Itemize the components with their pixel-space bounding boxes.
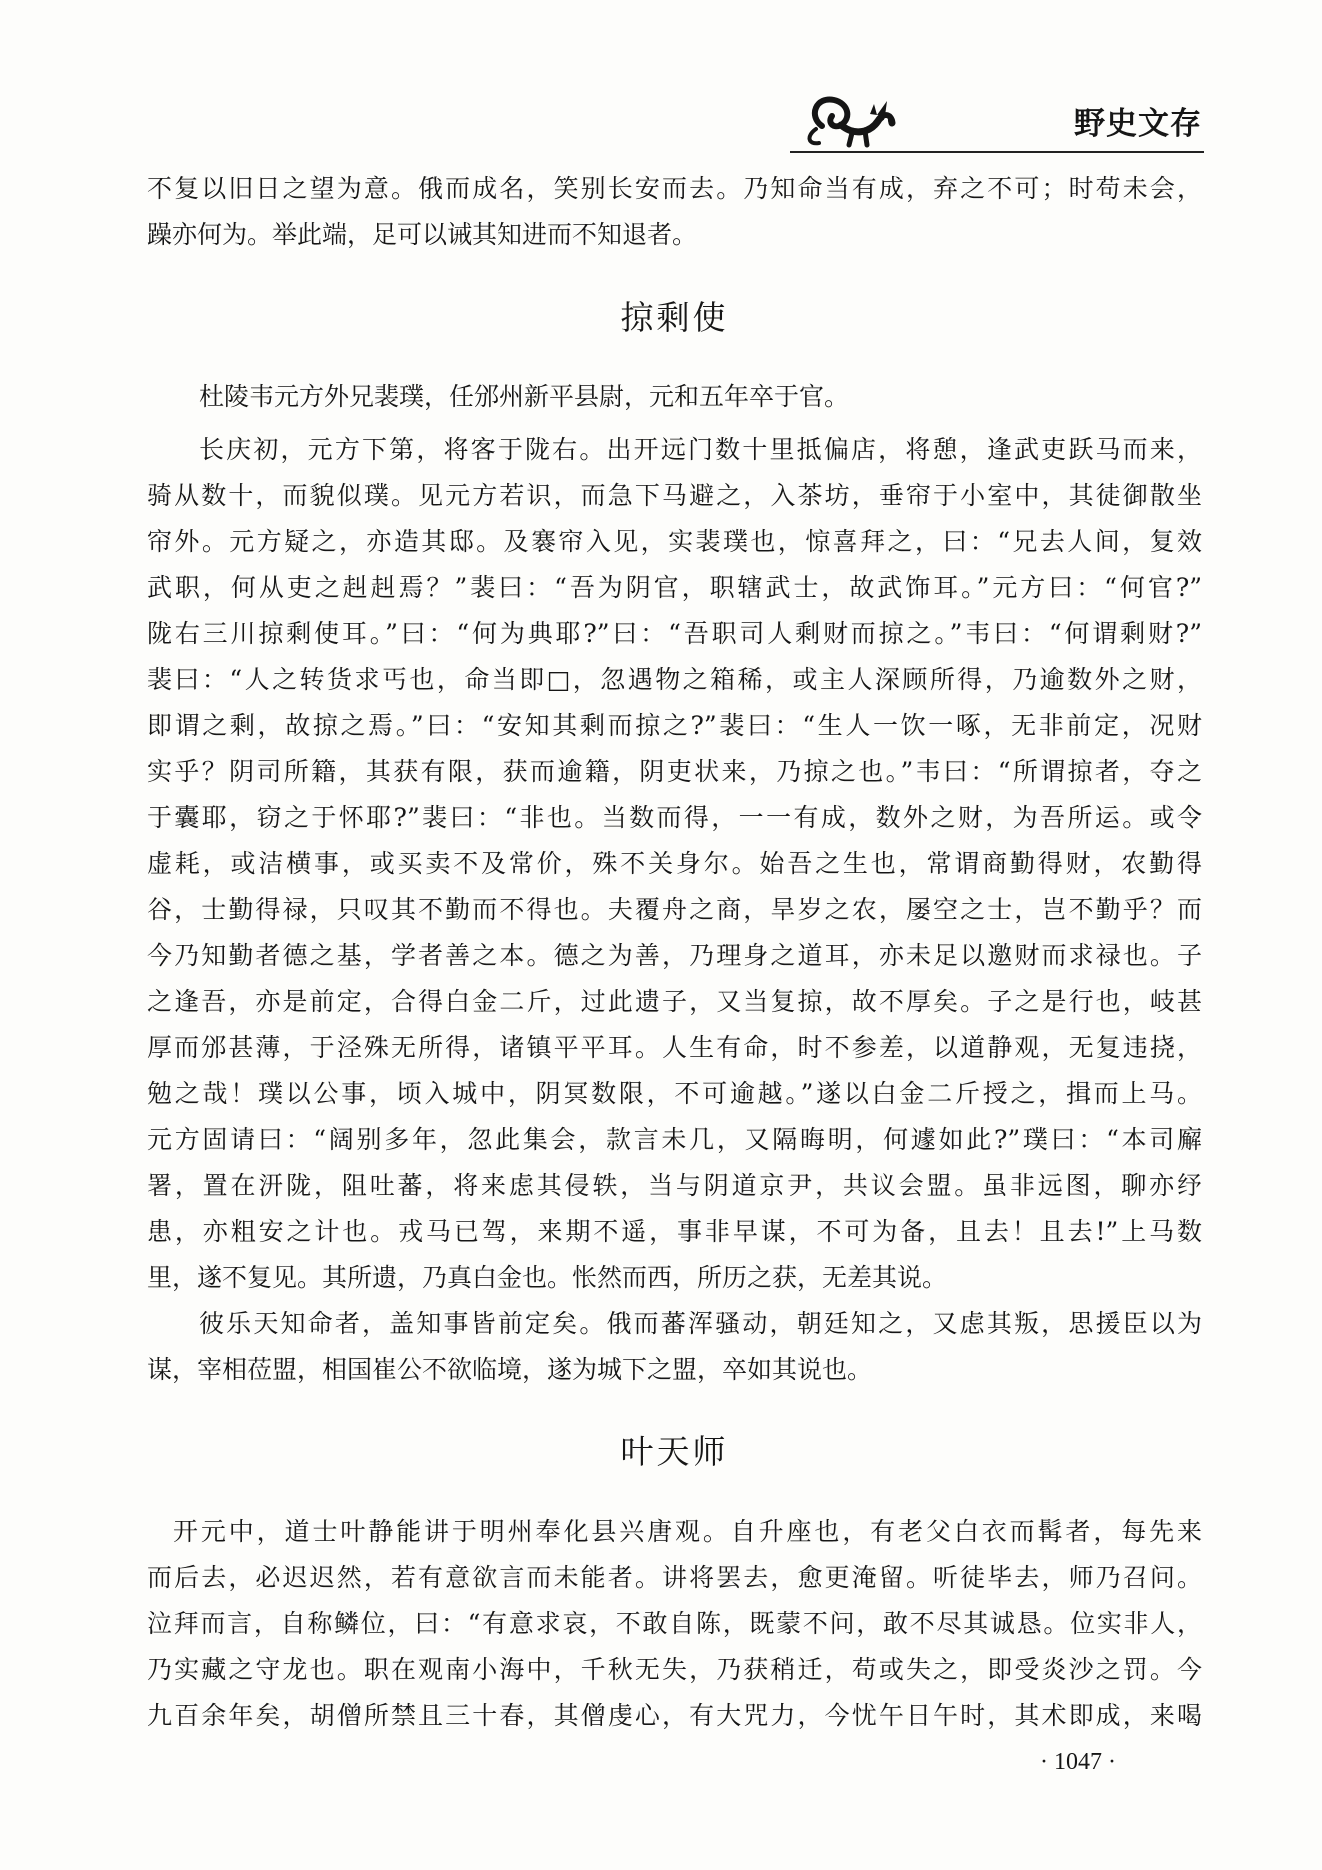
text-line: 元方固请曰：“阔别多年，忽此集会，款言未几，又隔晦明，何遽如此?”璞曰：“本司廨	[147, 1125, 1202, 1154]
text-line: 于囊耶，窃之于怀耶?”裴曰：“非也。当数而得，一一有成，数外之财，为吾所运。或令	[147, 803, 1202, 832]
text-line: 谋，宰相莅盟，相国崔公不欲临境，遂为城下之盟，卒如其说也。	[147, 1355, 873, 1384]
text-line: 杜陵韦元方外兄裴璞，任邠州新平县尉，元和五年卒于官。	[199, 382, 850, 411]
text-line: 署，置在汧陇，阻吐蕃，将来虑其侵轶，当与阴道京尹，共议会盟。虽非远图，聊亦纾	[147, 1171, 1202, 1200]
story-title: 叶天师	[620, 1432, 729, 1471]
text-line: 今乃知勤者德之基，学者善之本。德之为善，乃理身之道耳，亦未足以邀财而求禄也。子	[147, 941, 1202, 970]
header-rule	[790, 151, 1204, 153]
text-line: 躁亦何为。举此端，足可以诫其知进而不知退者。	[147, 220, 698, 249]
continuation-paragraph	[147, 166, 1202, 258]
text-line: 长庆初，元方下第，将客于陇右。出开远门数十里抵偏店，将憩，逢武吏跃马而来，	[199, 435, 1202, 464]
text-line: 不复以旧日之望为意。俄而成名，笑别长安而去。乃知命当有成，弃之不可；时苟未会，	[147, 174, 1202, 203]
story-title: 掠剩使	[620, 298, 729, 337]
text-line: 武职，何从吏之赳赳焉？”裴曰：“吾为阴官，职辖武士，故武饰耳。”元方曰：“何官?”	[147, 573, 1202, 602]
page-number: · 1047 ·	[1040, 1749, 1116, 1775]
text-line: 患，亦粗安之计也。戎马已驾，来期不遥，事非早谋，不可为备，且去！且去!”上马数	[147, 1217, 1202, 1246]
text-line: 之逢吾，亦是前定，合得白金二斤，过此遗子，又当复掠，故不厚矣。子之是行也，岐甚	[147, 987, 1202, 1016]
text-line: 开元中，道士叶静能讲于明州奉化县兴唐观。自升座也，有老父白衣而髯者，每先来	[173, 1517, 1202, 1546]
dragon-emblem-icon	[800, 84, 896, 150]
text-line: 实乎？阴司所籍，其获有限，获而逾籍，阴吏状来，乃掠之也。”韦曰：“所谓掠者，夺之	[147, 757, 1202, 786]
text-line: 乃实藏之守龙也。职在观南小海中，千秋无失，乃获稍迁，苟或失之，即受炎沙之罚。今	[147, 1655, 1202, 1684]
text-line: 九百余年矣，胡僧所禁且三十春，其僧虔心，有大咒力，今忧午日午时，其术即成，来喝	[147, 1701, 1202, 1730]
series-title: 野史文存	[1074, 106, 1202, 142]
text-line: 谷，士勤得禄，只叹其不勤而不得也。夫覆舟之商，旱岁之农，屡空之士，岂不勤乎？而	[147, 895, 1202, 924]
text-line: 厚而邠甚薄，于泾殊无所得，诸镇平平耳。人生有命，时不参差，以道静观，无复违挠，	[147, 1033, 1202, 1062]
text-line: 彼乐天知命者，盖知事皆前定矣。俄而蕃浑骚动，朝廷知之，又虑其叛，思援臣以为	[199, 1309, 1202, 1338]
text-line: 即谓之剩，故掠之焉。”曰：“安知其剩而掠之?”裴曰：“生人一饮一啄，无非前定，况财	[147, 711, 1202, 740]
paragraph	[147, 374, 1202, 420]
text-line: 里，遂不复见。其所遗，乃真白金也。怅然而西，所历之获，无差其说。	[147, 1263, 948, 1292]
text-line: 勉之哉！璞以公事，顷入城中，阴冥数限，不可逾越。”遂以白金二斤授之，揖而上马。	[147, 1079, 1202, 1108]
text-line: 而后去，必迟迟然，若有意欲言而未能者。讲将罢去，愈更淹留。听徒毕去，师乃召问。	[147, 1563, 1202, 1592]
text-line: 泣拜而言，自称鳞位，曰：“有意求哀，不敢自陈，既蒙不问，敢不尽其诚恳。位实非人，	[147, 1609, 1202, 1638]
text-line: 骑从数十，而貌似璞。见元方若识，而急下马避之，入茶坊，垂帘于小室中，其徒御散坐	[147, 481, 1202, 510]
text-line: 虚耗，或洁横事，或买卖不及常价，殊不关身尔。始吾之生也，常谓商勤得财，农勤得	[147, 849, 1202, 878]
text-line: 陇右三川掠剩使耳。”曰：“何为典耶?”曰：“吾职司人剩财而掠之。”韦曰：“何谓剩财?”	[147, 619, 1202, 648]
text-line: 帘外。元方疑之，亦造其邸。及褰帘入见，实裴璞也，惊喜拜之，曰：“兄去人间，复效	[147, 527, 1202, 556]
text-line: 裴曰：“人之转货求丐也，命当即□，忽遇物之箱稀，或主人深顾所得，乃逾数外之财，	[147, 665, 1202, 694]
paragraph	[147, 427, 1202, 1301]
paragraph	[147, 1509, 1202, 1739]
paragraph	[147, 1301, 1202, 1393]
